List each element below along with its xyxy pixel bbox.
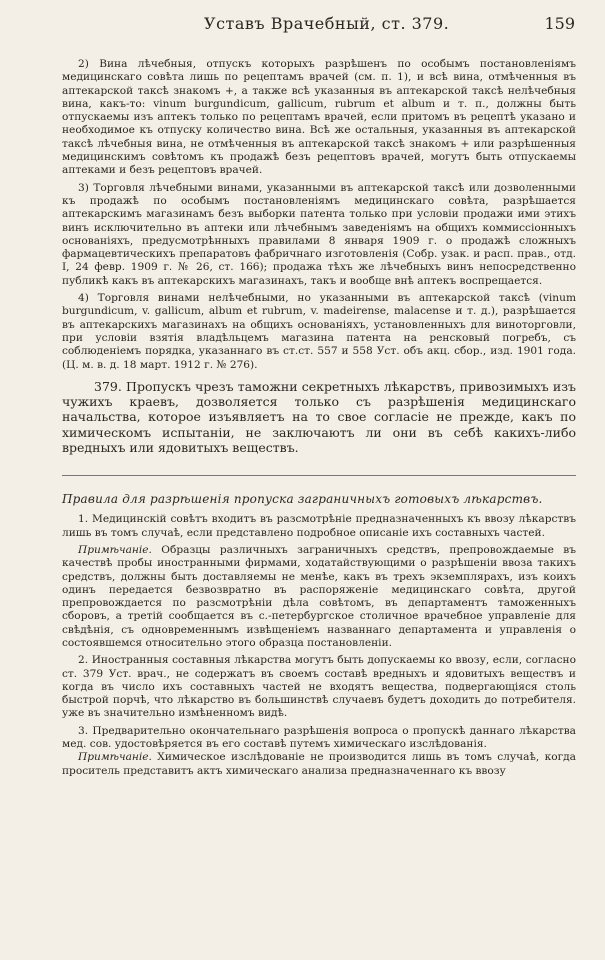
page-body xyxy=(62,58,576,778)
paragraph-wine-4: 4) Торговля винами нелѣчебными, но указанными въ аптекарской таксѣ (vinum burgundicum, v. gallicum, album et rubrum, v. madeirense, malacense и т. д.), разрѣшается въ аптекарскихъ магазинахъ на общихъ основаніяхъ, установленныхъ для виноторговли, при условіи взятія владѣльцемъ магазина патента на ренсковый погребъ, съ соблюденіемъ порядка, указаннаго въ ст.ст. 557 и 558 Уст. объ акц. сбор., изд. 1901 года. (Ц. м. в. д. 18 март. 1912 г. № 276). xyxy=(62,292,576,371)
rule-note-3 xyxy=(62,751,576,778)
rule-1 xyxy=(62,513,576,540)
running-title: Уставъ Врачебный, ст. 379. xyxy=(204,14,450,33)
section-title: Правила для разрѣшенія пропуска заграничныхъ готовыхъ лѣкарствъ. xyxy=(62,492,543,507)
rule-text: 2. Иностранныя составныя лѣкарства могутъ быть допускаемы ко ввозу, если, согласно ст. 379 Уст. врач., не содержатъ въ своемъ составѣ вредныхъ и ядовитыхъ веществъ и когда въ число ихъ составныхъ частей не входятъ вещества, подвергающіяся столь быстрой порчѣ, что лѣкарство въ большинствѣ случаевъ будетъ доходить до потребителя. уже въ значительно измѣненномъ видѣ. xyxy=(62,654,576,720)
note-text: Химическое изслѣдованіе не производится лишь въ томъ случаѣ, когда проситель представитъ актъ химическаго анализа предназначеннаго къ ввозу xyxy=(62,751,576,777)
rule-2 xyxy=(62,654,576,720)
article-379: 379. Пропускъ чрезъ таможни секретныхъ лѣкарствъ, привозимыхъ изъ чужихъ краевъ, дозволяется только съ разрѣшенія медицинскаго начальства, которое изъявляетъ на то свое согласіе не прежде, какъ по химическомъ испытаніи, не заключаютъ ли они въ себѣ какихъ-либо вредныхъ или ядовитыхъ веществъ. xyxy=(62,378,576,456)
section-divider xyxy=(62,475,576,476)
rule-3 xyxy=(62,725,576,752)
rule-note-1 xyxy=(62,544,576,650)
note-label: Примѣчаніе. xyxy=(78,543,152,556)
paragraph-wine-3: 3) Торговля лѣчебными винами, указанными въ аптекарской таксѣ или дозволенными къ продажѣ по особымъ постановленіямъ медицинскаго совѣта, разрѣшается аптекарскимъ магазинамъ безъ выборки патента только при условіи продажи ими этихъ винъ исключительно въ аптеки или лѣчебнымъ заведеніямъ на общихъ коммиссіонныхъ основаніяхъ, предусмотрѣнныхъ правилами 8 января 1909 г. о продажѣ сложныхъ фармацевтическихъ препаратовъ фабричнаго изготовленія (Собр. узак. и расп. прав., отд. I, 24 февр. 1909 г. № 26, ст. 166); продажа тѣхъ же лѣчебныхъ винъ непосредственно публикѣ какъ въ аптекарскихъ магазинахъ, такъ и вообще внѣ аптекъ воспрещается. xyxy=(62,181,576,287)
note-text: Образцы различныхъ заграничныхъ средствъ, препровождаемые въ качествѣ пробы иностранными фирмами, ходатайствующими о разрѣшеніи ввоза такихъ средствъ, должны быть доставляемы не менѣе, какъ въ трехъ экземплярахъ, изъ коихъ одинъ передается безвозвратно въ распоряженіе медицинскаго совѣта, другой препровождается по разсмотрѣніи дѣла совѣтомъ, въ департаментъ таможенныхъ сборовъ, а третій сообщается въ с.-петербургское столичное врачебное управленіе для свѣдѣнія, съ одновременнымъ извѣщеніемъ названнаго департамента и управленія о состоявшемся относительно этого образца постановленіи. xyxy=(62,543,576,649)
paragraph-wine-2: 2) Вина лѣчебныя, отпускъ которыхъ разрѣшенъ по особымъ постановленіямъ медицинскаго совѣта лишь по рецептамъ врачей (см. п. 1), и всѣ вина, отмѣченныя въ аптекарской таксѣ знакомъ +, а также всѣ указанныя въ аптекарской таксѣ нелѣчебныя вина, какъ-то: vinum burgundicum, gallicum, rubrum et album и т. п., должны быть отпускаемы изъ аптекъ только по рецептамъ врачей, если притомъ въ рецептѣ указано и необходимое къ отпуску количество вина. Всѣ же остальныя, указанныя въ аптекарской таксѣ лѣчебныя вина, не отмѣченныя въ аптекарской таксѣ знакомъ + или разрѣшенныя медицинскимъ совѣтомъ къ продажѣ безъ рецептовъ врачей, могутъ быть отпускаемы аптеками и безъ рецептовъ врачей. xyxy=(62,58,576,177)
rule-text: 1. Медицинскій совѣтъ входитъ въ разсмотрѣніе предназначенныхъ къ ввозу лѣкарствъ лишь въ томъ случаѣ, если представлено подробное описаніе ихъ составныхъ частей. xyxy=(62,513,576,539)
page-header xyxy=(62,10,575,40)
note-label: Примѣчаніе. xyxy=(78,751,152,764)
page-number: 159 xyxy=(544,14,575,33)
rule-text: 3. Предварительно окончательнаго разрѣшенія вопроса о пропускѣ даннаго лѣкарства мед. сов. удостовѣряется въ его составѣ путемъ химическаго изслѣдованія. xyxy=(62,724,576,751)
